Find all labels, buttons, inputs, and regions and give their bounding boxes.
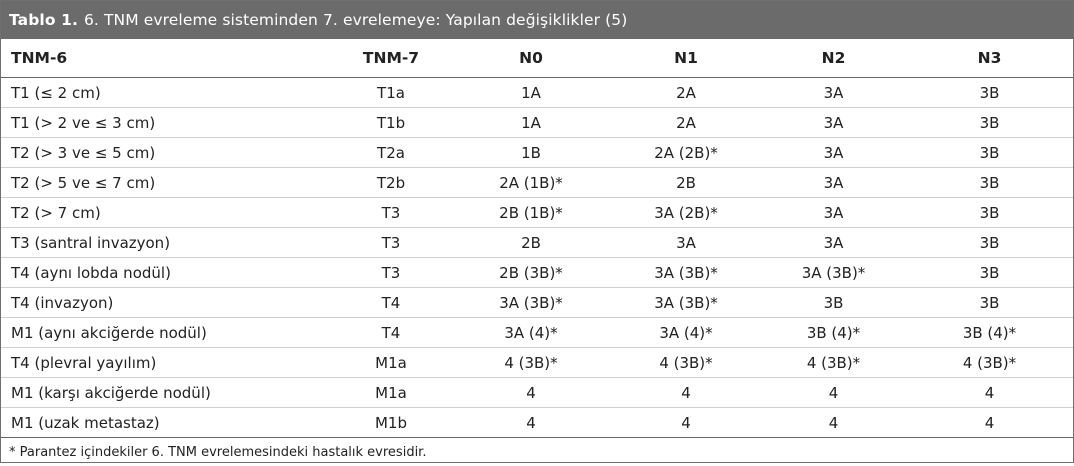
cell-n2: 3A (761, 198, 906, 228)
cell-n0: 4 (451, 378, 611, 408)
table-footnote: * Parantez içindekiler 6. TNM evrelemesindeki hastalık evresidir. (9, 444, 427, 460)
cell-tnm6: M1 (aynı akciğerde nodül) (1, 318, 331, 348)
cell-n1: 2B (611, 168, 761, 198)
cell-n2: 3B (761, 288, 906, 318)
cell-n0: 3A (4)* (451, 318, 611, 348)
cell-n3: 3B (906, 228, 1073, 258)
cell-n3: 3B (906, 78, 1073, 108)
cell-n3: 4 (3B)* (906, 348, 1073, 378)
table-row (1, 198, 1073, 228)
cell-n3: 3B (906, 168, 1073, 198)
header-n3: N3 (906, 39, 1073, 78)
table-row (1, 78, 1073, 108)
cell-tnm6: T1 (> 2 ve ≤ 3 cm) (1, 108, 331, 138)
cell-tnm6: M1 (uzak metastaz) (1, 408, 331, 438)
cell-n1: 3A (3B)* (611, 288, 761, 318)
cell-tnm6: T2 (> 7 cm) (1, 198, 331, 228)
cell-tnm6: T2 (> 5 ve ≤ 7 cm) (1, 168, 331, 198)
cell-tnm7: M1a (331, 348, 451, 378)
table-row (1, 318, 1073, 348)
cell-n1: 2A (2B)* (611, 138, 761, 168)
table-row (1, 138, 1073, 168)
cell-n3: 3B (4)* (906, 318, 1073, 348)
cell-tnm7: T2a (331, 138, 451, 168)
cell-n0: 1B (451, 138, 611, 168)
cell-n2: 4 (761, 378, 906, 408)
header-tnm7: TNM-7 (331, 39, 451, 78)
cell-n1: 3A (2B)* (611, 198, 761, 228)
table-row (1, 378, 1073, 408)
cell-n3: 3B (906, 288, 1073, 318)
cell-n2: 3A (761, 168, 906, 198)
cell-tnm6: T2 (> 3 ve ≤ 5 cm) (1, 138, 331, 168)
cell-tnm7: M1b (331, 408, 451, 438)
cell-n0: 2B (3B)* (451, 258, 611, 288)
cell-n2: 4 (3B)* (761, 348, 906, 378)
table-row (1, 168, 1073, 198)
cell-n0: 2B (1B)* (451, 198, 611, 228)
table-row (1, 408, 1073, 438)
caption-text: 6. TNM evreleme sisteminden 7. evrelemeye: Yapılan değişiklikler (5) (83, 11, 628, 29)
cell-tnm6: T4 (invazyon) (1, 288, 331, 318)
caption-label: Tablo 1. (9, 11, 78, 29)
header-n2: N2 (761, 39, 906, 78)
table-row (1, 108, 1073, 138)
cell-n2: 3A (761, 78, 906, 108)
table-caption (1, 1, 1073, 39)
cell-n3: 4 (906, 408, 1073, 438)
cell-tnm7: T3 (331, 258, 451, 288)
cell-n3: 4 (906, 378, 1073, 408)
table-body (1, 78, 1073, 438)
cell-n0: 1A (451, 78, 611, 108)
cell-n3: 3B (906, 258, 1073, 288)
cell-n1: 4 (611, 408, 761, 438)
cell-n0: 2A (1B)* (451, 168, 611, 198)
cell-n0: 4 (451, 408, 611, 438)
cell-tnm6: T3 (santral invazyon) (1, 228, 331, 258)
tnm-table (1, 39, 1073, 438)
cell-tnm6: T4 (plevral yayılım) (1, 348, 331, 378)
cell-n1: 3A (611, 228, 761, 258)
header-n0: N0 (451, 39, 611, 78)
header-n1: N1 (611, 39, 761, 78)
cell-tnm7: T1a (331, 78, 451, 108)
table-row (1, 288, 1073, 318)
cell-n0: 4 (3B)* (451, 348, 611, 378)
cell-n1: 4 (611, 378, 761, 408)
table-row (1, 348, 1073, 378)
cell-n2: 4 (761, 408, 906, 438)
cell-tnm7: T2b (331, 168, 451, 198)
cell-tnm6: M1 (karşı akciğerde nodül) (1, 378, 331, 408)
cell-tnm7: T1b (331, 108, 451, 138)
cell-n1: 3A (3B)* (611, 258, 761, 288)
cell-tnm7: T3 (331, 228, 451, 258)
header-row (1, 39, 1073, 78)
cell-n1: 4 (3B)* (611, 348, 761, 378)
cell-n0: 2B (451, 228, 611, 258)
cell-tnm7: T3 (331, 198, 451, 228)
cell-n0: 1A (451, 108, 611, 138)
cell-n2: 3A (761, 108, 906, 138)
cell-n1: 2A (611, 78, 761, 108)
cell-n0: 3A (3B)* (451, 288, 611, 318)
cell-n2: 3B (4)* (761, 318, 906, 348)
cell-tnm6: T4 (aynı lobda nodül) (1, 258, 331, 288)
cell-n3: 3B (906, 138, 1073, 168)
table-row (1, 228, 1073, 258)
cell-n1: 2A (611, 108, 761, 138)
cell-n3: 3B (906, 108, 1073, 138)
cell-n3: 3B (906, 198, 1073, 228)
cell-n1: 3A (4)* (611, 318, 761, 348)
cell-n2: 3A (761, 228, 906, 258)
cell-n2: 3A (3B)* (761, 258, 906, 288)
cell-tnm6: T1 (≤ 2 cm) (1, 78, 331, 108)
cell-n2: 3A (761, 138, 906, 168)
table-row (1, 258, 1073, 288)
cell-tnm7: M1a (331, 378, 451, 408)
cell-tnm7: T4 (331, 288, 451, 318)
header-tnm6: TNM-6 (1, 39, 331, 78)
cell-tnm7: T4 (331, 318, 451, 348)
